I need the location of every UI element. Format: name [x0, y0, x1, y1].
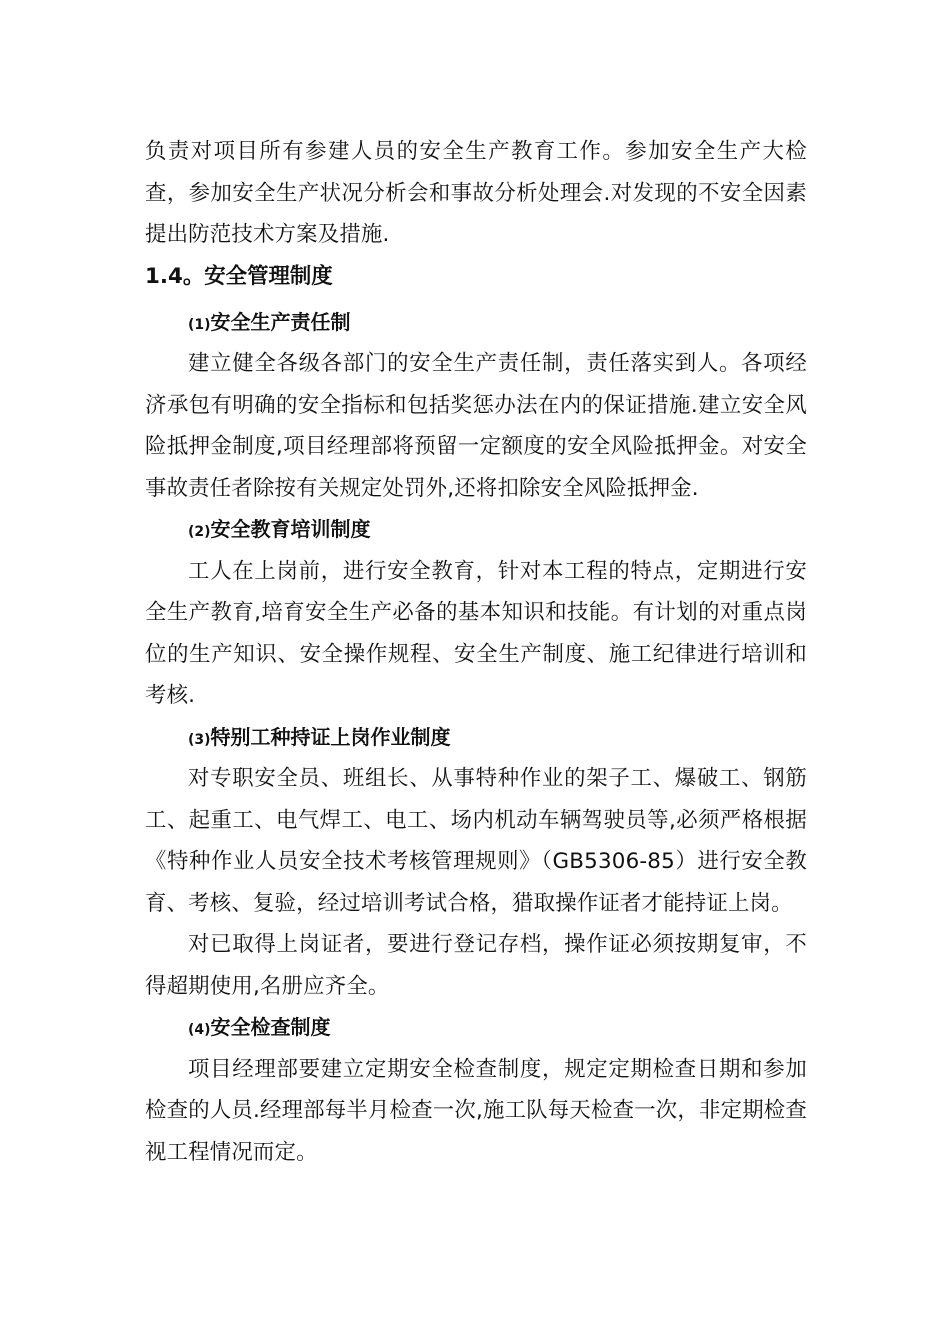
item-title: 安全生产责任制 — [210, 309, 351, 334]
document-page — [145, 131, 807, 1173]
item-paragraph: 对专职安全员、班组长、从事特种作业的架子工、爆破工、钢筋工、起重工、电气焊工、电工、场内机动车辆驾驶员等,必须严格根据《特种作业人员安全技术考核管理规则》（GB5306-85）进行安全教育、考核、复验，经过培训考试合格，猎取操作证者才能持证上岗。 — [145, 766, 807, 916]
item-number: (2) — [188, 524, 211, 540]
item-heading-1 — [145, 302, 807, 344]
item-number: (3) — [188, 731, 211, 748]
item-heading-4 — [145, 1007, 807, 1049]
item-title: 安全检查制度 — [210, 1015, 331, 1039]
item-number: (1) — [188, 316, 211, 333]
item-title: 安全教育培训制度 — [210, 517, 371, 541]
item-paragraph: 项目经理部要建立定期安全检查制度，规定定期检查日期和参加检查的人员.经理部每半月检查一次,施工队每天检查一次，非定期检查视工程情况而定。 — [145, 1056, 807, 1165]
item-paragraph: 对已取得上岗证者，要进行登记存档，操作证必须按期复审，不得超期使用,名册应齐全。 — [145, 932, 807, 999]
item-paragraph: 建立健全各级各部门的安全生产责任制，责任落实到人。各项经济承包有明确的安全指标和包括奖惩办法在内的保证措施.建立安全风险抵押金制度,项目经理部将预留一定额度的安全风险抵押金。对安全事故责任者除按有关规定处罚外,还将扣除安全风险抵押金. — [145, 351, 807, 501]
intro-paragraph: 负责对项目所有参建人员的安全生产教育工作。参加安全生产大检查，参加安全生产状况分析会和事故分析处理会.对发现的不安全因素提出防范技术方案及措施. — [145, 139, 807, 247]
item-number: (4) — [188, 1022, 211, 1038]
item-paragraph: 工人在上岗前，进行安全教育，针对本工程的特点，定期进行安全生产教育,培育安全生产必备的基本知识和技能。有计划的对重点岗位的生产知识、安全操作规程、安全生产制度、施工纪律进行培训和考核. — [145, 558, 807, 708]
item-title: 特别工种持证上岗作业制度 — [210, 724, 451, 749]
item-heading-2 — [145, 509, 807, 551]
item-heading-3 — [145, 717, 807, 759]
section-heading: 1.4。安全管理制度 — [145, 263, 333, 289]
